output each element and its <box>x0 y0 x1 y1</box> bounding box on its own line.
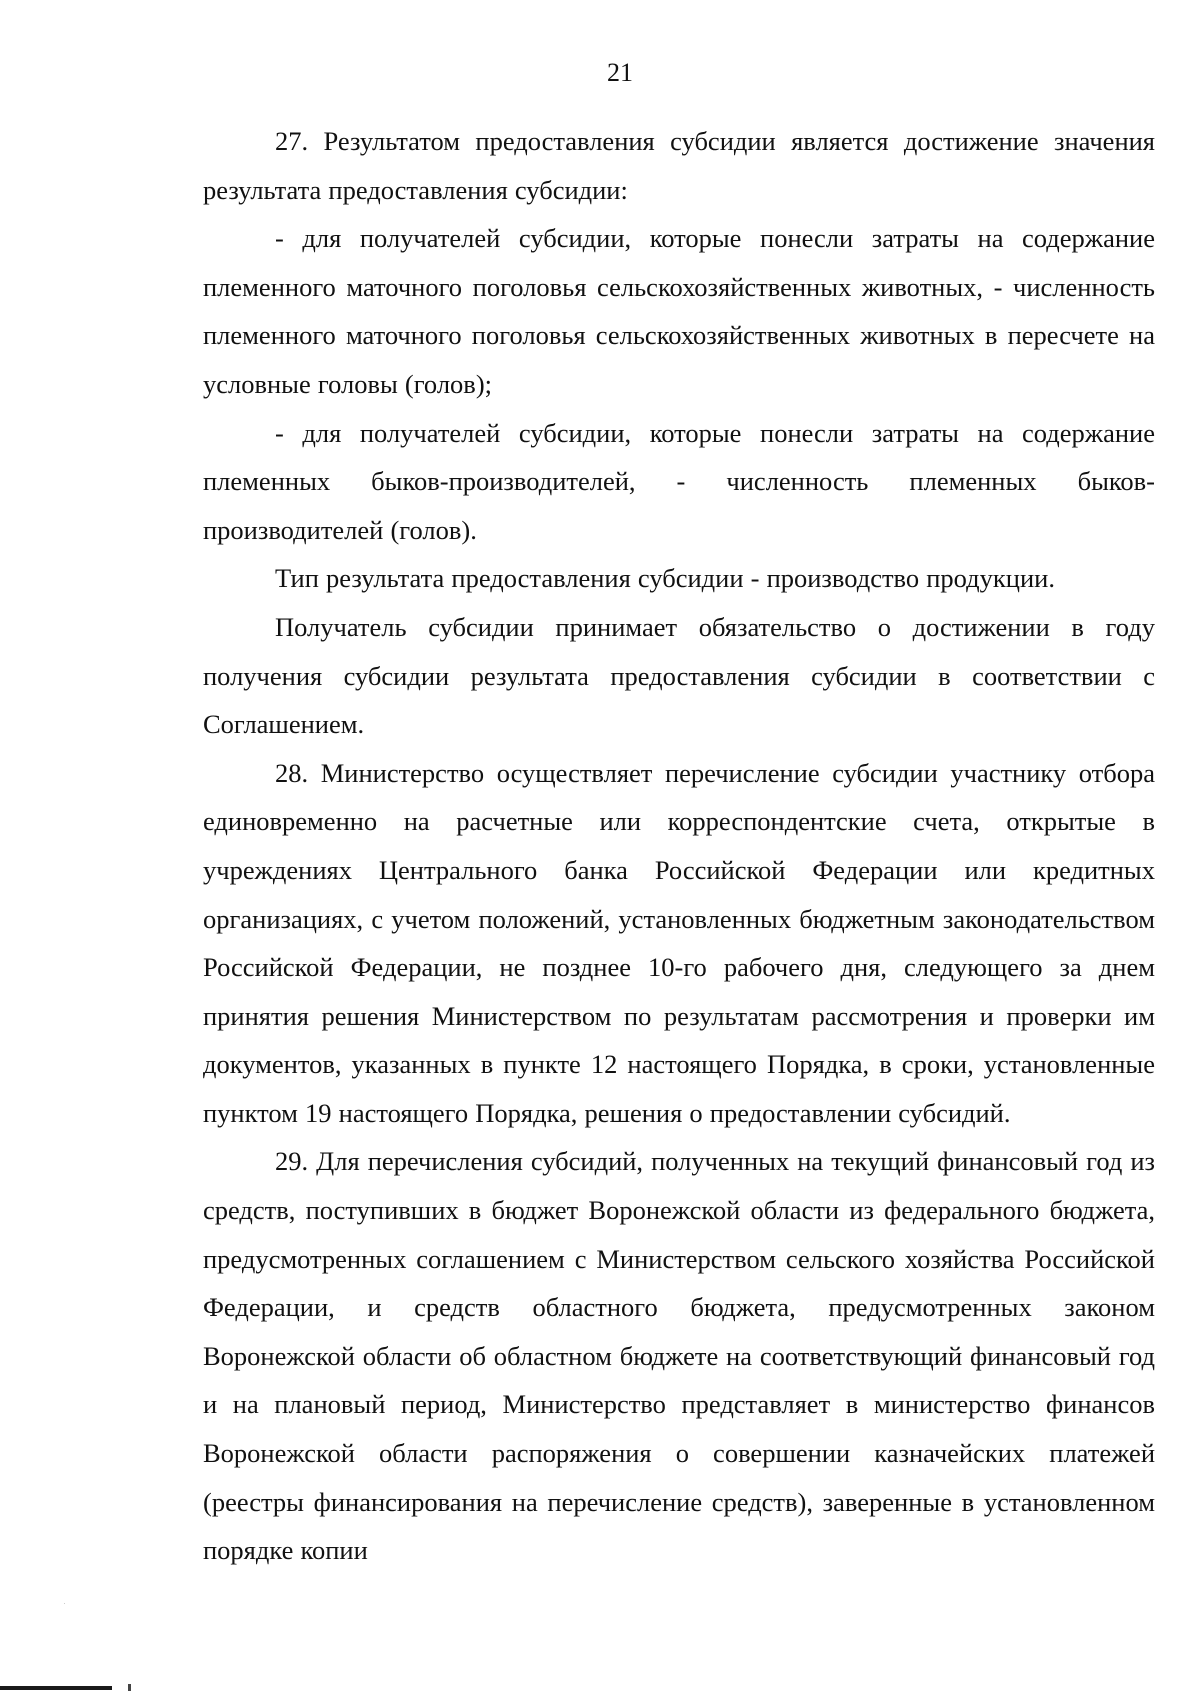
page-number: 21 <box>607 58 633 87</box>
paragraph-27-result-type: Тип результата предоставления субсидии - производство продукции. <box>275 563 1055 594</box>
scan-edge-mark <box>0 1686 112 1690</box>
paragraph-27-obligation: Получатель субсидии принимает обязательство о достижении в году получения субсидии результата предоставления субсидии в соответствии с Соглашением. <box>203 611 1155 740</box>
scan-edge-tick <box>128 1684 131 1691</box>
paragraph-29: 29. Для перечисления субсидий, полученных на текущий финансовый год из средств, поступивших в бюджет Воронежской области из федерального бюджета, предусмотренных соглашением с Министерством сельского хозяйства Российской Федерации, и средств областного бюджета, предусмотренных законом Воронежской области об областном бюджете на соответствующий финансовый год и на плановый период, Министерство представляет в министерство финансов Воронежской области распоряжения о совершении казначейских платежей (реестры финансирования на перечисление средств), заверенные в установленном порядке копии <box>203 1146 1155 1566</box>
paragraph-27-intro: 27. Результатом предоставления субсидии является достижение значения результата предоставления субсидии: <box>203 126 1155 205</box>
paragraph-28: 28. Министерство осуществляет перечисление субсидии участнику отбора единовременно на расчетные или корреспондентские счета, открытые в учреждениях Центрального банка Российской Федерации или кредитных организациях, с учетом положений, установленных бюджетным законодательством Российской Федерации, не позднее 10-го рабочего дня, следующего за днем принятия решения Министерством по результатам рассмотрения и проверки им документов, указанных в пункте 12 настоящего Порядка, в сроки, установленные пунктом 19 настоящего Порядка, решения о предоставлении субсидий. <box>203 757 1155 1128</box>
scan-artifact <box>64 1603 65 1604</box>
paragraph-27-breeding-livestock: - для получателей субсидии, которые понесли затраты на содержание племенного маточного поголовья сельскохозяйственных животных, - численность племенного маточного поголовья сельскохозяйственных животных в пересчете на условные головы (голов); <box>203 223 1155 399</box>
document-body <box>203 117 1155 1575</box>
paragraph-27-breeding-bulls: - для получателей субсидии, которые понесли затраты на содержание племенных быков-производителей, - численность племенных быков-производителей (голов). <box>203 417 1155 545</box>
